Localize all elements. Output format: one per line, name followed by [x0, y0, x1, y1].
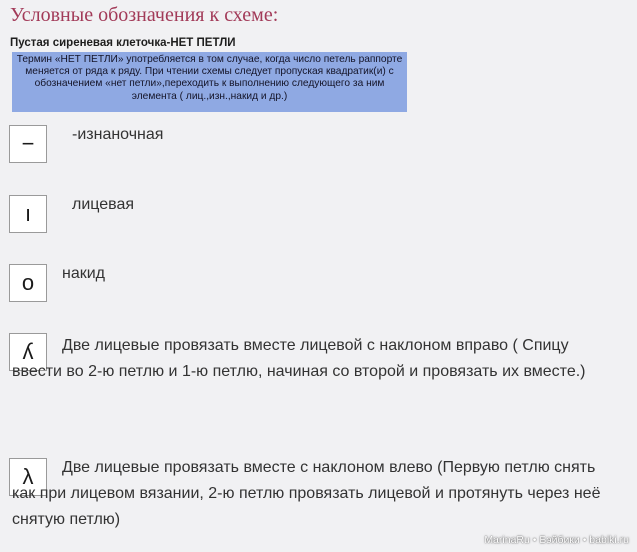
circle-symbol-icon [9, 264, 47, 302]
right-decrease-symbol-glyph: ʎ [22, 339, 34, 364]
yarn-over-symbol-glyph: o [21, 270, 35, 295]
site-watermark: MarinaRu • Бэйбики • babiki.ru [484, 534, 629, 546]
empty-cell-subtitle: Пустая сиреневая клеточка-НЕТ ПЕТЛИ [10, 37, 236, 49]
left-decrease-label: Две лицевые провязать вместе с наклоном влево (Первую петлю снять как при лицевом вязании, 2-ю петлю провязать лицевой и протянуть через неё снятую петлю) [12, 459, 601, 528]
purl-symbol-glyph: − [21, 131, 35, 156]
no-stitch-notice: Термин «НЕТ ПЕТЛИ» употребляется в том случае, когда число петель раппорте меняется от ряда к ряду. При чтении схемы следует пропуская квадратик(и) с обозначением «нет петли»,переходить к выполнению следующего за ним элемента ( лиц.,изн.,накид и др.) [12, 52, 407, 112]
knit-symbol-glyph: ı [24, 201, 32, 226]
purl-label: -изнаночная [72, 126, 164, 143]
page-title: Условные обозначения к схеме: [10, 4, 279, 26]
right-decrease-label: Две лицевые провязать вместе лицевой с наклоном вправо ( Спицу ввести во 2-ю петлю и 1-ю петлю, начиная со второй и провязать их вместе.) [12, 337, 586, 380]
vertical-bar-symbol-icon [9, 195, 47, 233]
left-decrease-symbol-glyph: λ [22, 464, 34, 489]
knit-label: лицевая [72, 196, 135, 213]
dash-symbol-icon [9, 125, 47, 163]
yarn-over-label: накид [62, 265, 106, 282]
